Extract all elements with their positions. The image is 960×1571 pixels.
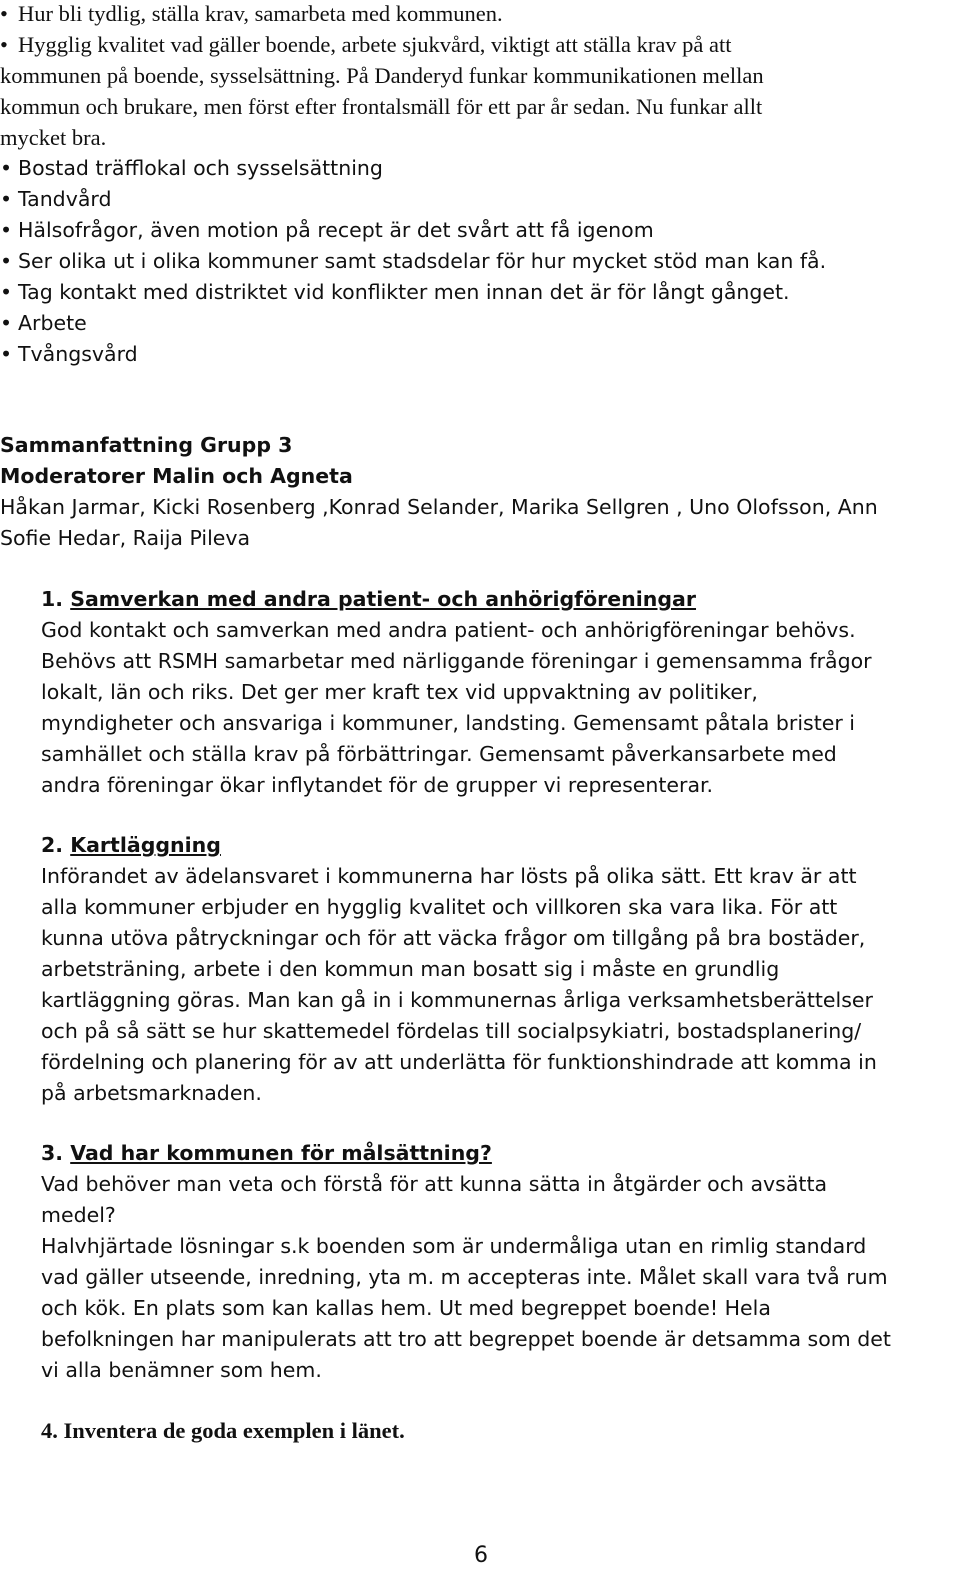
- summary-title: Sammanfattning Grupp 3: [0, 433, 293, 457]
- section-text-line: Införandet av ädelansvaret i kommunerna har lösts på olika sätt. Ett krav är att: [41, 864, 857, 888]
- bullet-item: [0, 308, 87, 339]
- section-text-line: alla kommuner erbjuder en hygglig kvalitet och villkoren ska vara lika. För att: [41, 895, 838, 919]
- section-text-line: arbetsträning, arbete i den kommun man bosatt sig i måste en grundlig: [41, 957, 780, 981]
- bullet-dot: •: [0, 342, 13, 366]
- bullet-item: [0, 29, 732, 60]
- bullet-dot: •: [0, 187, 13, 211]
- section-text-line: medel?: [41, 1203, 116, 1227]
- bullet-text: Bostad träfflokal och sysselsättning: [18, 156, 383, 180]
- bullet-dot: •: [0, 249, 13, 273]
- section-number: 3.: [41, 1141, 64, 1165]
- moderators-line: Moderatorer Malin och Agneta: [0, 464, 353, 488]
- section-heading: [41, 584, 696, 615]
- bullet-item: [0, 215, 654, 246]
- participants-line: Sofie Hedar, Raija Pileva: [0, 526, 251, 550]
- section-text-line: och kök. En plats som kan kallas hem. Ut med begreppet boende! Hela: [41, 1296, 771, 1320]
- section-title: Vad har kommunen för målsättning?: [70, 1141, 492, 1165]
- section-title: Samverkan med andra patient- och anhörigföreningar: [70, 587, 697, 611]
- section-text-line: lokalt, län och riks. Det ger mer kraft tex vid uppvaktning av politiker,: [41, 680, 758, 704]
- section-text-line: andra föreningar ökar inflytandet för de grupper vi representerar.: [41, 773, 714, 797]
- bullet-item: [0, 153, 383, 184]
- bullet-item: [0, 246, 826, 277]
- bullet-item: [0, 0, 503, 29]
- bullet-text: Tvångsvård: [18, 342, 138, 366]
- bullet-dot: •: [0, 218, 13, 242]
- section-heading: [41, 830, 221, 861]
- section-text-line: vi alla benämner som hem.: [41, 1358, 322, 1382]
- bullet-text: Ser olika ut i olika kommuner samt stadsdelar för hur mycket stöd man kan få.: [18, 249, 827, 273]
- bullet-dot: •: [0, 156, 13, 180]
- bullet-text: Tag kontakt med distriktet vid konflikter men innan det är för långt gånget.: [18, 280, 790, 304]
- section-title: Kartläggning: [70, 833, 221, 857]
- bullet-item: [0, 277, 790, 308]
- section-text-line: myndigheter och ansvariga i kommuner, landsting. Gemensamt påtala brister i: [41, 711, 855, 735]
- section-number: 1.: [41, 587, 64, 611]
- bullet-continuation: kommun och brukare, men först efter frontalsmäll för ett par år sedan. Nu funkar allt: [0, 94, 763, 119]
- bullet-dot: •: [0, 32, 8, 57]
- bullet-item: [0, 339, 138, 370]
- section-text-line: på arbetsmarknaden.: [41, 1081, 262, 1105]
- section-text-line: och på så sätt se hur skattemedel fördelas till socialpsykiatri, bostadsplanering/: [41, 1019, 862, 1043]
- bullet-dot: •: [0, 280, 13, 304]
- page-number: 6: [474, 1543, 488, 1568]
- section-text-line: samhället och ställa krav på förbättringar. Gemensamt påverkansarbete med: [41, 742, 837, 766]
- bullet-text: Tandvård: [18, 187, 112, 211]
- bullet-dot: •: [0, 1, 8, 26]
- section-number: 2.: [41, 833, 64, 857]
- section-title: Inventera de goda exemplen i länet.: [63, 1418, 405, 1443]
- bullet-continuation: mycket bra.: [0, 125, 107, 150]
- participants-line: Håkan Jarmar, Kicki Rosenberg ,Konrad Selander, Marika Sellgren , Uno Olofsson, Ann: [0, 495, 878, 519]
- bullet-text: Arbete: [18, 311, 87, 335]
- section-text-line: befolkningen har manipulerats att tro att begreppet boende är detsamma som det: [41, 1327, 891, 1351]
- section-text-line: Vad behöver man veta och förstå för att kunna sätta in åtgärder och avsätta: [41, 1172, 828, 1196]
- bullet-item: [0, 184, 111, 215]
- bullet-dot: •: [0, 311, 13, 335]
- bullet-text: Hälsofrågor, även motion på recept är det svårt att få igenom: [18, 218, 654, 242]
- section-text-line: Halvhjärtade lösningar s.k boenden som är undermåliga utan en rimlig standard: [41, 1234, 867, 1258]
- section-text-line: fördelning och planering för av att underlätta för funktionshindrade att komma in: [41, 1050, 877, 1074]
- section-text-line: God kontakt och samverkan med andra patient- och anhörigföreningar behövs.: [41, 618, 856, 642]
- bullet-continuation: kommunen på boende, sysselsättning. På Danderyd funkar kommunikationen mellan: [0, 63, 764, 88]
- bullet-text: Hur bli tydlig, ställa krav, samarbeta med kommunen.: [18, 1, 503, 26]
- section-text-line: kartläggning göras. Man kan gå in i kommunernas årliga verksamhetsberättelser: [41, 988, 873, 1012]
- section-number: 4.: [41, 1418, 58, 1443]
- section-text-line: Behövs att RSMH samarbetar med närliggande föreningar i gemensamma frågor: [41, 649, 872, 673]
- section-text-line: vad gäller utseende, inredning, yta m. m accepteras inte. Målet skall vara två rum: [41, 1265, 888, 1289]
- bullet-text: Hygglig kvalitet vad gäller boende, arbete sjukvård, viktigt att ställa krav på att: [18, 32, 732, 57]
- section-text-line: kunna utöva påtryckningar och för att väcka frågor om tillgång på bra bostäder,: [41, 926, 866, 950]
- section-heading: [41, 1138, 492, 1169]
- section-heading: [41, 1415, 405, 1446]
